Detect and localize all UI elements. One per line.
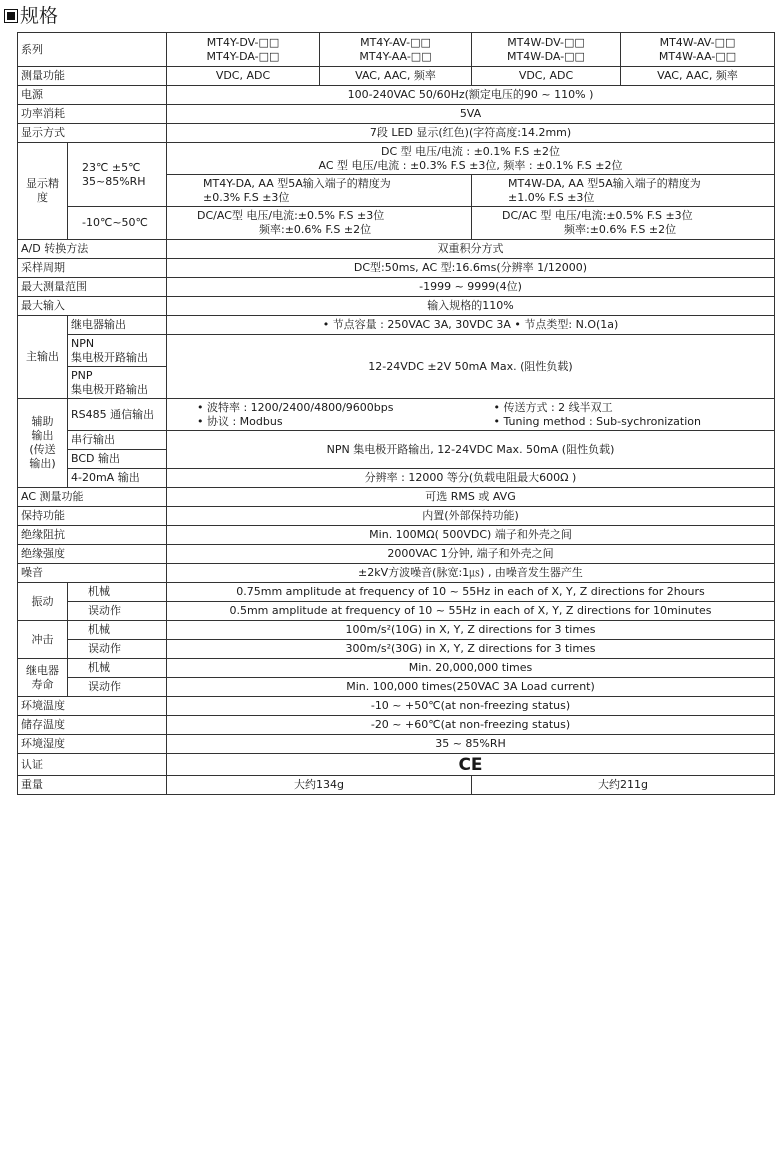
shock-label: 冲击 (18, 621, 68, 659)
spec-table (17, 32, 775, 795)
function-value-1: VDC, ADC (167, 67, 320, 86)
display-label: 显示方式 (18, 124, 167, 143)
accuracy-note-y: MT4Y-DA, AA 型5A输入端子的精度为 ±0.3% F.S ±3位 (167, 175, 472, 207)
vibration-mech-value: 0.75mm amplitude at frequency of 10 ~ 55Hz in each of X, Y, Z directions for 2hours (167, 583, 775, 602)
row-maxinput (18, 297, 775, 316)
function-value-4: VAC, AAC, 频率 (621, 67, 775, 86)
ce-mark-icon: CE (167, 754, 775, 776)
relay-life-label: 继电器 寿命 (18, 659, 68, 697)
range-value: -1999 ~ 9999(4位) (167, 278, 775, 297)
row-cert (18, 754, 775, 776)
model-cell-4: MT4W-AV-□□ MT4W-AA-□□ (621, 33, 775, 67)
sampling-label: 采样周期 (18, 259, 167, 278)
accuracy-note-w: MT4W-DA, AA 型5A输入端子的精度为 ±1.0% F.S ±3位 (472, 175, 775, 207)
serial-output-label: 串行输出 (68, 431, 167, 450)
rs485-value-left: • 波特率 : 1200/2400/4800/9600bps • 协议 : Modbus (167, 399, 472, 431)
insulation-label: 绝缘阻抗 (18, 526, 167, 545)
vibration-label: 振动 (18, 583, 68, 621)
shock-mech-label: 机械 (68, 621, 167, 640)
row-relay-life-mal (18, 678, 775, 697)
row-relay-life-mech (18, 659, 775, 678)
relay-life-mech-label: 机械 (68, 659, 167, 678)
cert-label: 认证 (18, 754, 167, 776)
title-text: 规格 (20, 5, 59, 27)
analog-output-label: 4-20mA 输出 (68, 469, 167, 488)
maxinput-label: 最大输入 (18, 297, 167, 316)
humidity-value: 35 ~ 85%RH (167, 735, 775, 754)
row-aux-serial (18, 431, 775, 450)
checkbox-square-icon (4, 9, 18, 23)
shock-mech-value: 100m/s²(10G) in X, Y, Z directions for 3 times (167, 621, 775, 640)
row-range (18, 278, 775, 297)
series-label: 系列 (18, 33, 167, 67)
row-power (18, 86, 775, 105)
relay-life-mal-value: Min. 100,000 times(250VAC 3A Load current) (167, 678, 775, 697)
dielectric-value: 2000VAC 1分钟, 端子和外壳之间 (167, 545, 775, 564)
dielectric-label: 绝缘强度 (18, 545, 167, 564)
row-weight (18, 776, 775, 795)
relay-life-mech-value: Min. 20,000,000 times (167, 659, 775, 678)
row-consumption (18, 105, 775, 124)
accuracy-dcac-value: DC 型 电压/电流 : ±0.1% F.S ±2位 AC 型 电压/电流 : ±0.3% F.S ±3位, 频率 : ±0.1% F.S ±2位 (167, 143, 775, 175)
function-value-3: VDC, ADC (472, 67, 621, 86)
maxinput-value: 输入规格的110% (167, 297, 775, 316)
serial-bcd-value: NPN 集电极开路输出, 12-24VDC Max. 50mA (阻性负载) (167, 431, 775, 469)
rs485-value-right: • 传送方式 : 2 线半双工 • Tuning method : Sub-sychronization (472, 399, 775, 431)
main-output-label: 主输出 (18, 316, 68, 399)
row-ambient-temp (18, 697, 775, 716)
vibration-mal-value: 0.5mm amplitude at frequency of 10 ~ 55Hz in each of X, Y, Z directions for 10minutes (167, 602, 775, 621)
row-sampling (18, 259, 775, 278)
relay-output-value: • 节点容量 : 250VAC 3A, 30VDC 3A • 节点类型: N.O(1a) (167, 316, 775, 335)
row-series (18, 33, 775, 67)
relay-life-mal-label: 误动作 (68, 678, 167, 697)
ad-value: 双重积分方式 (167, 240, 775, 259)
weight-label: 重量 (18, 776, 167, 795)
model-cell-1: MT4Y-DV-□□ MT4Y-DA-□□ (167, 33, 320, 67)
row-dielectric (18, 545, 775, 564)
row-ad (18, 240, 775, 259)
vibration-mech-label: 机械 (68, 583, 167, 602)
row-display (18, 124, 775, 143)
row-aux-analog (18, 469, 775, 488)
function-value-2: VAC, AAC, 频率 (320, 67, 472, 86)
section-title (4, 4, 58, 28)
relay-output-label: 继电器输出 (68, 316, 167, 335)
row-insulation (18, 526, 775, 545)
insulation-value: Min. 100MΩ( 500VDC) 端子和外壳之间 (167, 526, 775, 545)
model-cell-3: MT4W-DV-□□ MT4W-DA-□□ (472, 33, 621, 67)
aux-output-label: 辅助 输出 (传送 输出) (18, 399, 68, 488)
row-shock-mal (18, 640, 775, 659)
row-vibration-mech (18, 583, 775, 602)
row-vibration-mal (18, 602, 775, 621)
noise-value: ±2kV方波噪音(脉宽:1㎲) , 由噪音发生器产生 (167, 564, 775, 583)
function-label: 测量功能 (18, 67, 167, 86)
row-noise (18, 564, 775, 583)
storage-temp-label: 储存温度 (18, 716, 167, 735)
row-main-relay (18, 316, 775, 335)
row-storage-temp (18, 716, 775, 735)
row-humidity (18, 735, 775, 754)
accuracy-label: 显示精度 (18, 143, 68, 240)
sampling-value: DC型:50ms, AC 型:16.6ms(分辨率 1/12000) (167, 259, 775, 278)
npn-output-label: NPN 集电极开路输出 (68, 335, 167, 367)
shock-mal-value: 300m/s²(30G) in X, Y, Z directions for 3 times (167, 640, 775, 659)
accuracy-cold-right: DC/AC 型 电压/电流:±0.5% F.S ±3位 频率:±0.6% F.S ±2位 (472, 207, 775, 240)
hold-label: 保持功能 (18, 507, 167, 526)
bcd-output-label: BCD 输出 (68, 450, 167, 469)
consumption-label: 功率消耗 (18, 105, 167, 124)
noise-label: 噪音 (18, 564, 167, 583)
row-aux-rs485 (18, 399, 775, 431)
ad-label: A/D 转换方法 (18, 240, 167, 259)
rs485-label: RS485 通信输出 (68, 399, 167, 431)
transistor-output-value: 12-24VDC ±2V 50mA Max. (阻性负载) (167, 335, 775, 399)
display-value: 7段 LED 显示(红色)(字符高度:14.2mm) (167, 124, 775, 143)
power-label: 电源 (18, 86, 167, 105)
ambient-temp-label: 环境温度 (18, 697, 167, 716)
power-value: 100-240VAC 50/60Hz(额定电压的90 ~ 110% ) (167, 86, 775, 105)
ac-measure-value: 可选 RMS 或 AVG (167, 488, 775, 507)
ac-measure-label: AC 测量功能 (18, 488, 167, 507)
accuracy-cond-cold: -10℃~50℃ (68, 207, 167, 240)
storage-temp-value: -20 ~ +60℃(at non-freezing status) (167, 716, 775, 735)
row-accuracy-cold (18, 207, 775, 240)
accuracy-cond-normal: 23℃ ±5℃ 35~85%RH (68, 143, 167, 207)
pnp-output-label: PNP 集电极开路输出 (68, 367, 167, 399)
vibration-mal-label: 误动作 (68, 602, 167, 621)
row-main-npn (18, 335, 775, 367)
ambient-temp-value: -10 ~ +50℃(at non-freezing status) (167, 697, 775, 716)
row-hold (18, 507, 775, 526)
row-function (18, 67, 775, 86)
range-label: 最大测量范围 (18, 278, 167, 297)
hold-value: 内置(外部保持功能) (167, 507, 775, 526)
consumption-value: 5VA (167, 105, 775, 124)
shock-mal-label: 误动作 (68, 640, 167, 659)
row-shock-mech (18, 621, 775, 640)
model-cell-2: MT4Y-AV-□□ MT4Y-AA-□□ (320, 33, 472, 67)
humidity-label: 环境湿度 (18, 735, 167, 754)
row-accuracy-dcac (18, 143, 775, 175)
row-ac-measure (18, 488, 775, 507)
weight-value-2: 大约211g (472, 776, 775, 795)
accuracy-cold-left: DC/AC型 电压/电流:±0.5% F.S ±3位 频率:±0.6% F.S ±2位 (167, 207, 472, 240)
weight-value-1: 大约134g (167, 776, 472, 795)
analog-output-value: 分辨率 : 12000 等分(负载电阻最大600Ω ) (167, 469, 775, 488)
